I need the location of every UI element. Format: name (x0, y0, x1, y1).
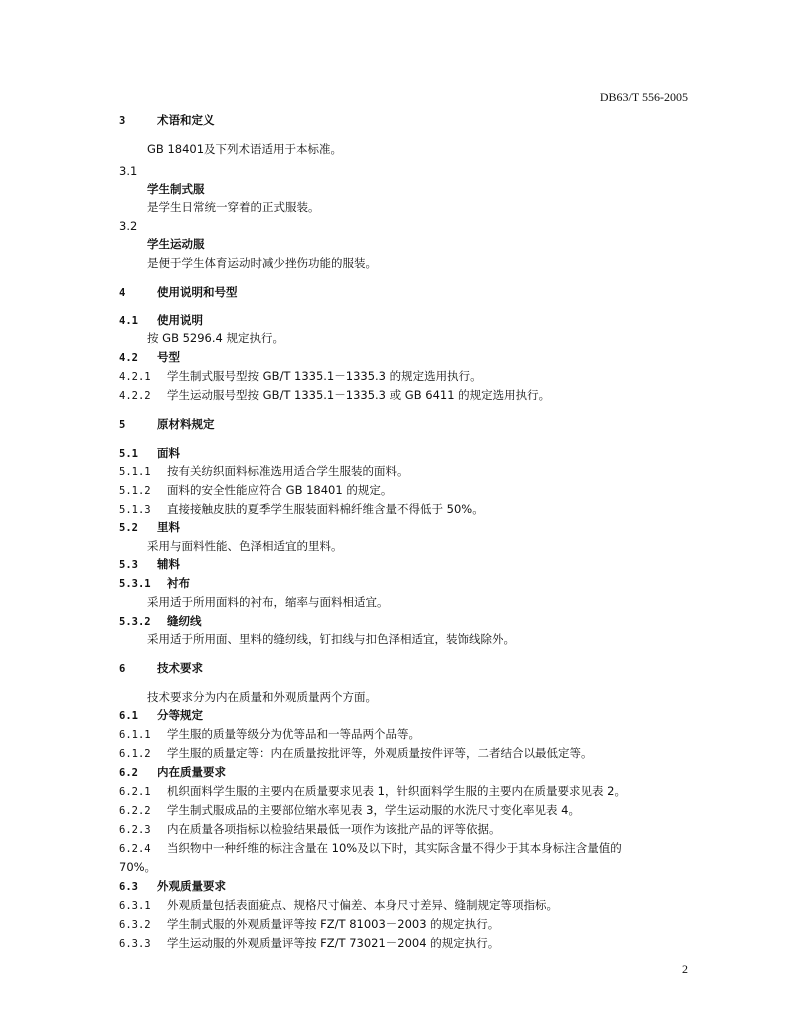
subsection-heading (119, 765, 226, 780)
clause-line (119, 464, 409, 479)
subsection-heading (119, 557, 180, 572)
paragraph: 技术要求分为内在质量和外观质量两个方面。 (147, 690, 377, 704)
subsection-title: 衬布 (167, 576, 190, 590)
clause-line (119, 803, 580, 818)
section-number: 5 (119, 419, 126, 431)
subsection-heading (119, 576, 190, 591)
document-code: DB63/T 556-2005 (599, 90, 688, 104)
subsection-heading (119, 313, 203, 328)
clause-text: 机织面料学生服的主要内在质量要求见表 1，针织面料学生服的主要内在质量要求见表 2。 (167, 784, 626, 798)
clause-line (119, 727, 420, 742)
clause-number: 4.1 (119, 315, 138, 327)
term-definition: 是便于学生体育运动时减少挫伤功能的服装。 (147, 256, 377, 270)
clause-text: 学生服的质量等级分为优等品和一等品两个品等。 (167, 727, 420, 741)
subsection-title: 内在质量要求 (157, 765, 226, 779)
clause-number: 5.1.1 (119, 466, 151, 478)
section-title: 原材料规定 (157, 417, 215, 431)
clause-number: 4.2 (119, 352, 138, 364)
clause-text: 学生运动服的外观质量评等按 FZ/T 73021－2004 的规定执行。 (167, 936, 500, 950)
subsection-title: 辅料 (157, 557, 180, 571)
clause-number: 5.3 (119, 559, 138, 571)
subsection-title: 外观质量要求 (157, 879, 226, 893)
clause-line (119, 746, 593, 761)
clause-continuation: 70%。 (119, 860, 157, 874)
clause-text: 按有关纺织面料标准选用适合学生服装的面料。 (167, 464, 409, 478)
clause-number: 6.2.2 (119, 805, 151, 817)
subsection-title: 分等规定 (157, 708, 203, 722)
section-heading-4 (119, 285, 238, 300)
term-title: 学生制式服 (147, 182, 205, 196)
subsection-title: 面料 (157, 446, 180, 460)
clause-number: 6.1.2 (119, 748, 151, 760)
clause-text: 内在质量各项指标以检验结果最低一项作为该批产品的评等依据。 (167, 822, 501, 836)
clause-text: 面料的安全性能应符合 GB 18401 的规定。 (167, 483, 393, 497)
clause-number: 3.1 (119, 164, 138, 178)
section-number: 3 (119, 115, 126, 127)
subsection-title: 缝纫线 (167, 614, 202, 628)
section-title: 使用说明和号型 (157, 285, 238, 299)
paragraph: 采用适于所用面料的衬布，缩率与面料相适宜。 (147, 595, 389, 609)
clause-number: 4.2.1 (119, 371, 151, 383)
clause-text: 学生制式服号型按 GB/T 1335.1－1335.3 的规定选用执行。 (167, 369, 482, 383)
subsection-heading (119, 350, 180, 365)
section-heading-5 (119, 417, 215, 432)
clause-number: 6.2.3 (119, 824, 151, 836)
clause-text: 学生制式服的外观质量评等按 FZ/T 81003－2003 的规定执行。 (167, 917, 500, 931)
clause-text: 直接接触皮肤的夏季学生服装面料棉纤维含量不得低于 50%。 (167, 502, 484, 516)
section-title: 术语和定义 (157, 113, 215, 127)
clause-line (119, 898, 558, 913)
subsection-title: 里料 (157, 520, 180, 534)
clause-line (119, 841, 622, 856)
clause-line (119, 784, 626, 799)
clause-number: 6.3.2 (119, 919, 151, 931)
subsection-heading (119, 879, 226, 894)
clause-number: 4.2.2 (119, 390, 151, 402)
clause-text: 外观质量包括表面疵点、规格尺寸偏差、本身尺寸差异、缝制规定等项指标。 (167, 898, 558, 912)
clause-line (119, 502, 484, 517)
section-title: 技术要求 (157, 661, 203, 675)
clause-number: 3.2 (119, 219, 138, 233)
clause-number: 6.3 (119, 881, 138, 893)
clause-number: 6.3.3 (119, 938, 151, 950)
clause-number: 5.3.2 (119, 616, 151, 628)
clause-line (119, 483, 392, 498)
section-heading-3 (119, 113, 215, 128)
clause-number: 5.3.1 (119, 578, 151, 590)
clause-text: 学生制式服成品的主要部位缩水率见表 3，学生运动服的水洗尺寸变化率见表 4。 (167, 803, 580, 817)
clause-number: 5.2 (119, 522, 138, 534)
page-number: 2 (682, 962, 688, 976)
clause-number: 6.2 (119, 767, 138, 779)
clause-number: 5.1.3 (119, 504, 151, 516)
section-number: 6 (119, 663, 126, 675)
clause-line (119, 388, 550, 403)
subsection-title: 号型 (157, 350, 180, 364)
section-number: 4 (119, 287, 126, 299)
clause-line (119, 936, 499, 951)
clause-line (119, 917, 499, 932)
clause-text: 学生运动服号型按 GB/T 1335.1－1335.3 或 GB 6411 的规定选用执行。 (167, 388, 551, 402)
term-definition: 是学生日常统一穿着的正式服装。 (147, 200, 320, 214)
paragraph: 采用适于所用面、里料的缝纫线，钉扣线与扣色泽相适宜，装饰线除外。 (147, 632, 515, 646)
clause-number: 6.3.1 (119, 900, 151, 912)
subsection-heading (119, 446, 180, 461)
paragraph: 按 GB 5296.4 规定执行。 (147, 331, 285, 345)
clause-number: 6.2.1 (119, 786, 151, 798)
clause-number: 5.1 (119, 448, 138, 460)
term-title: 学生运动服 (147, 237, 205, 251)
subsection-heading (119, 520, 180, 535)
clause-text: 学生服的质量定等：内在质量按批评等，外观质量按件评等，二者结合以最低定等。 (167, 746, 593, 760)
clause-number: 6.1.1 (119, 729, 151, 741)
paragraph: GB 18401及下列术语适用于本标准。 (147, 142, 343, 156)
paragraph: 采用与面料性能、色泽相适宜的里料。 (147, 539, 343, 553)
clause-number: 6.1 (119, 710, 138, 722)
clause-number: 5.1.2 (119, 485, 151, 497)
subsection-heading (119, 708, 203, 723)
clause-line (119, 822, 501, 837)
subsection-title: 使用说明 (157, 313, 203, 327)
subsection-heading (119, 614, 202, 629)
section-heading-6 (119, 661, 203, 676)
clause-number: 6.2.4 (119, 843, 151, 855)
clause-line (119, 369, 482, 384)
clause-text: 当织物中一种纤维的标注含量在 10%及以下时，其实际含量不得少于其本身标注含量值的 (167, 841, 622, 855)
